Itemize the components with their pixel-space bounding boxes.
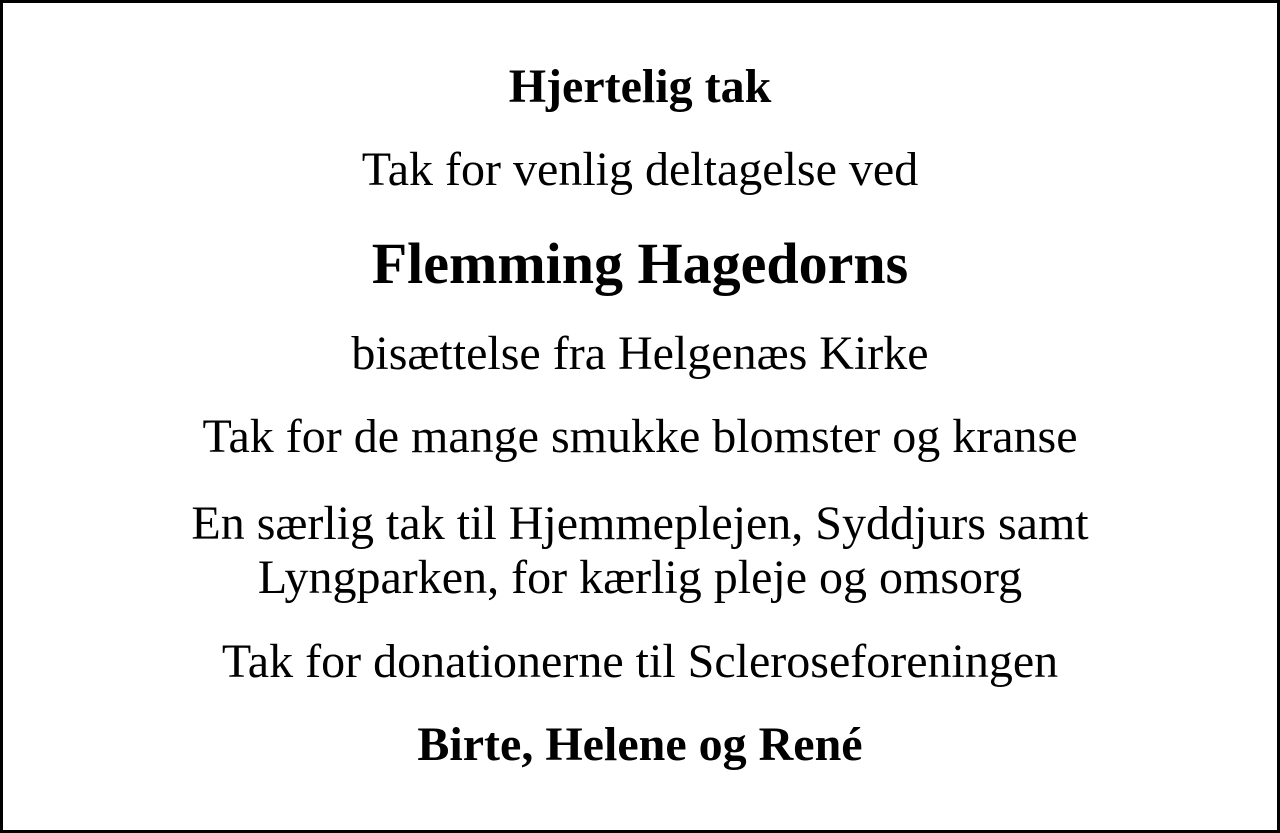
special-thanks-line-1: En særlig tak til Hjemmeplejen, Syddjurs samt — [191, 497, 1089, 550]
signature: Birte, Helene og René — [417, 718, 863, 771]
notice-heading: Hjertelig tak — [508, 60, 772, 113]
special-thanks — [3, 497, 1277, 605]
deceased-name: Flemming Hagedorns — [371, 231, 909, 296]
special-thanks-line-2: Lyngparken, for kærlig pleje og omsorg — [257, 551, 1023, 604]
funeral-location: bisættelse fra Helgenæs Kirke — [351, 327, 929, 380]
donations-thanks: Tak for donationerne til Scleroseforeningen — [221, 635, 1059, 688]
notice-intro: Tak for venlig deltagelse ved — [361, 143, 919, 196]
flowers-thanks: Tak for de mange smukke blomster og kranse — [202, 410, 1078, 463]
